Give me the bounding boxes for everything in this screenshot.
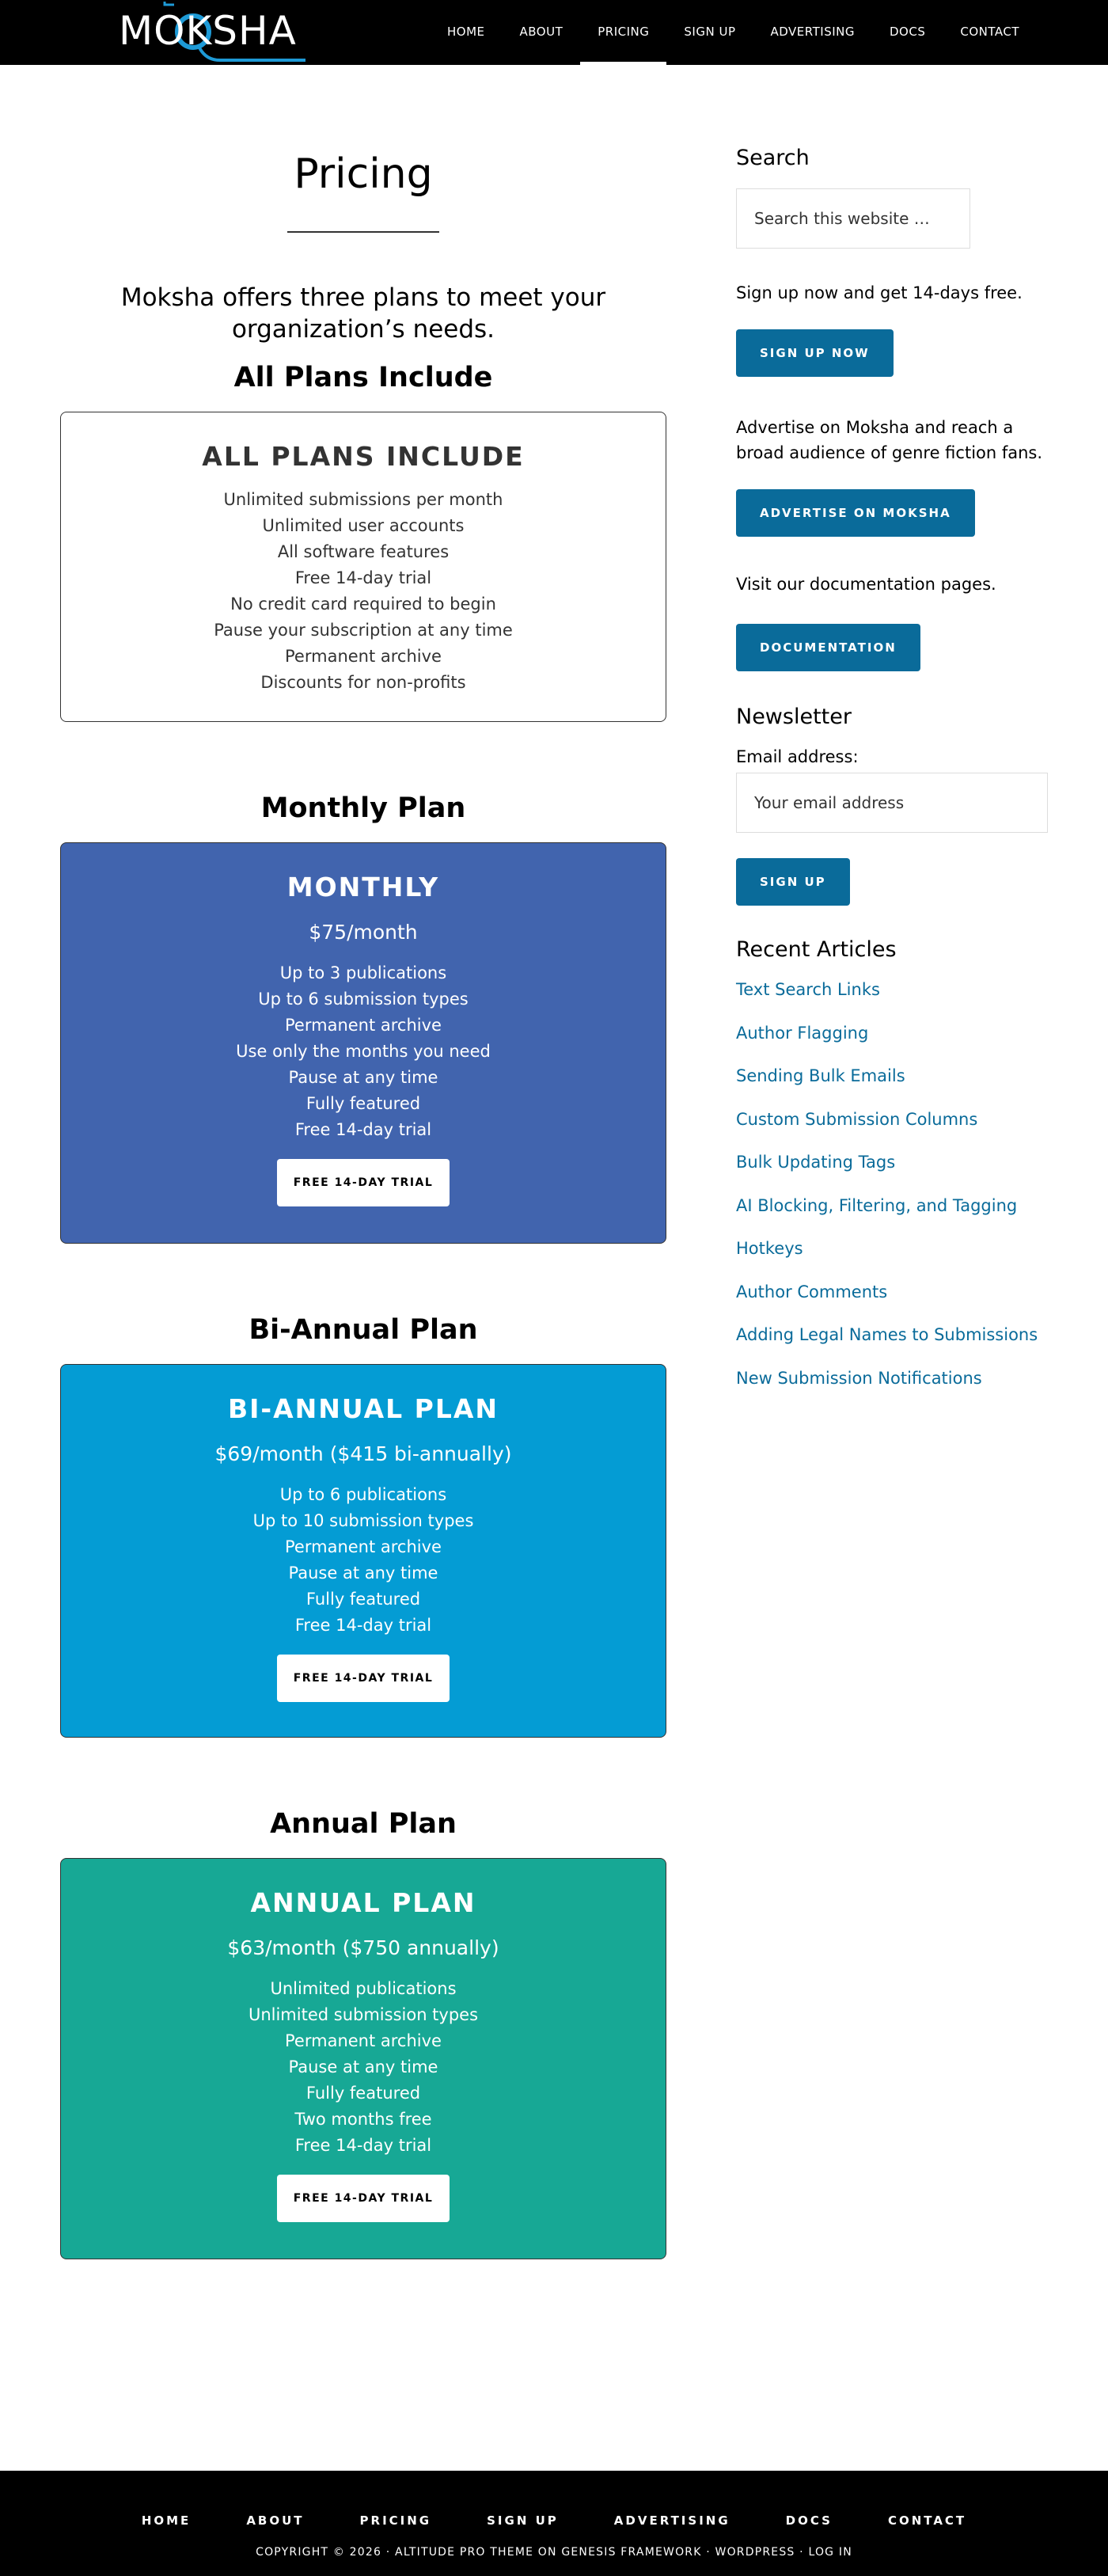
advertise-button[interactable]: ADVERTISE ON MOKSHA — [736, 489, 975, 537]
feature-list — [61, 1482, 666, 1639]
title-divider — [287, 231, 439, 233]
article-link[interactable]: New Submission Notifications — [736, 1368, 982, 1388]
article-link[interactable]: Hotkeys — [736, 1239, 803, 1258]
documentation-button[interactable]: DOCUMENTATION — [736, 624, 920, 671]
feature-item: Free 14-day trial — [294, 1120, 432, 1139]
nav-docs[interactable]: DOCS — [890, 25, 926, 39]
monthly-trial-button[interactable]: FREE 14-DAY TRIAL — [277, 1159, 450, 1206]
search-widget-title: Search — [736, 146, 810, 170]
footer-nav-advertising[interactable]: ADVERTISING — [613, 2513, 730, 2528]
email-label: Email address: — [736, 747, 859, 766]
article-link[interactable]: Text Search Links — [736, 980, 880, 999]
feature-item: Unlimited user accounts — [262, 516, 465, 535]
section-title-annual: Annual Plan — [270, 1808, 457, 1840]
footer-nav-contact[interactable]: CONTACT — [887, 2513, 967, 2528]
feature-item: Permanent archive — [285, 1537, 442, 1556]
card-title: MONTHLY — [286, 872, 440, 902]
plan-price: $75/month — [309, 921, 418, 944]
site-header — [0, 0, 1108, 65]
site-footer — [0, 2471, 1108, 2576]
feature-list — [61, 1976, 666, 2159]
footer-nav-home[interactable]: HOME — [141, 2513, 192, 2528]
feature-item: Unlimited submission types — [248, 2005, 479, 2024]
page-title: Pricing — [294, 150, 433, 198]
card-title: ALL PLANS INCLUDE — [202, 441, 525, 472]
plan-price: $69/month ($415 bi-annually) — [214, 1442, 512, 1465]
nav-advertising[interactable]: ADVERTISING — [770, 25, 855, 39]
footer-nav-pricing[interactable]: PRICING — [359, 2513, 432, 2528]
feature-item: Fully featured — [305, 1590, 421, 1609]
feature-item: Up to 3 publications — [279, 963, 447, 982]
card-title: BI-ANNUAL PLAN — [227, 1393, 499, 1424]
main-content — [60, 65, 666, 2259]
feature-item: Free 14-day trial — [294, 2136, 432, 2155]
card-biannual-plan — [60, 1364, 666, 1738]
feature-item: Permanent archive — [285, 1016, 442, 1035]
feature-item: Pause your subscription at any time — [214, 621, 513, 640]
article-link[interactable]: Custom Submission Columns — [736, 1109, 978, 1129]
recent-articles-list — [736, 977, 1053, 1408]
article-link[interactable]: Adding Legal Names to Submissions — [736, 1325, 1038, 1344]
feature-item: Free 14-day trial — [294, 1616, 432, 1635]
biannual-trial-button[interactable]: FREE 14-DAY TRIAL — [277, 1655, 450, 1702]
feature-item: Permanent archive — [285, 2031, 442, 2050]
logo-text: MOKSHA — [119, 8, 297, 54]
section-title-biannual: Bi-Annual Plan — [249, 1314, 478, 1346]
article-link[interactable]: Sending Bulk Emails — [736, 1066, 905, 1085]
footer-nav-about[interactable]: ABOUT — [246, 2513, 305, 2528]
card-all-plans — [60, 412, 666, 722]
feature-item: Unlimited publications — [270, 1979, 457, 1998]
annual-trial-button[interactable]: FREE 14-DAY TRIAL — [277, 2175, 450, 2222]
feature-item: Permanent archive — [285, 647, 442, 666]
feature-item: Up to 6 publications — [279, 1485, 447, 1504]
feature-item: Up to 6 submission types — [258, 990, 469, 1009]
copyright-text: COPYRIGHT © 2026 · ALTITUDE PRO THEME ON GENESIS FRAMEWORK · WORDPRESS · LOG IN — [256, 2546, 852, 2559]
article-link[interactable]: Author Flagging — [736, 1023, 869, 1043]
newsletter-sign-up-button[interactable]: SIGN UP — [736, 858, 850, 906]
search-input[interactable]: Search this website … — [736, 188, 970, 249]
article-link[interactable]: AI Blocking, Filtering, and Tagging — [736, 1195, 1018, 1215]
feature-item: Use only the months you need — [236, 1042, 491, 1061]
email-field[interactable]: Your email address — [736, 773, 1048, 833]
section-title-monthly: Monthly Plan — [260, 792, 466, 824]
sidebar — [736, 65, 1053, 1408]
nav-home[interactable]: HOME — [447, 25, 485, 39]
card-title: ANNUAL PLAN — [250, 1887, 476, 1918]
nav-about[interactable]: ABOUT — [519, 25, 563, 39]
newsletter-title: Newsletter — [736, 705, 852, 729]
sign-up-now-button[interactable]: SIGN UP NOW — [736, 329, 894, 377]
article-link[interactable]: Bulk Updating Tags — [736, 1153, 896, 1172]
feature-item: Discounts for non-profits — [260, 673, 466, 692]
feature-item: Up to 10 submission types — [252, 1511, 474, 1530]
feature-list — [61, 960, 666, 1143]
feature-list — [61, 487, 666, 696]
nav-pricing[interactable]: PRICING — [580, 0, 666, 65]
footer-nav-docs[interactable]: DOCS — [785, 2513, 833, 2528]
section-title-include: All Plans Include — [233, 362, 493, 393]
main-nav — [430, 0, 1037, 65]
advertise-promo-text: Advertise on Moksha and reach a broad audience of genre fiction fans. — [736, 418, 1043, 462]
article-link[interactable]: Author Comments — [736, 1282, 888, 1301]
nav-contact[interactable]: CONTACT — [960, 25, 1019, 39]
footer-nav — [0, 2513, 1108, 2528]
feature-item: Pause at any time — [288, 2057, 438, 2076]
feature-item: No credit card required to begin — [230, 595, 496, 614]
site-logo[interactable] — [119, 0, 301, 65]
feature-item: Fully featured — [305, 1094, 421, 1113]
intro-text: Moksha offers three plans to meet your organization’s needs. — [120, 283, 606, 344]
signup-promo-text: Sign up now and get 14-days free. — [736, 283, 1023, 302]
docs-promo-text: Visit our documentation pages. — [736, 575, 996, 594]
feature-item: Free 14-day trial — [294, 568, 432, 587]
feature-item: Pause at any time — [288, 1068, 438, 1087]
feature-item: All software features — [277, 542, 450, 561]
footer-nav-sign-up[interactable]: SIGN UP — [487, 2513, 559, 2528]
plan-price: $63/month ($750 annually) — [227, 1936, 499, 1959]
nav-sign-up[interactable]: SIGN UP — [684, 25, 736, 39]
feature-item: Fully featured — [305, 2084, 421, 2103]
feature-item: Two months free — [294, 2110, 432, 2129]
card-annual-plan — [60, 1858, 666, 2259]
card-monthly-plan — [60, 842, 666, 1244]
feature-item: Pause at any time — [288, 1563, 438, 1582]
recent-articles-title: Recent Articles — [736, 937, 897, 962]
feature-item: Unlimited submissions per month — [223, 490, 503, 509]
